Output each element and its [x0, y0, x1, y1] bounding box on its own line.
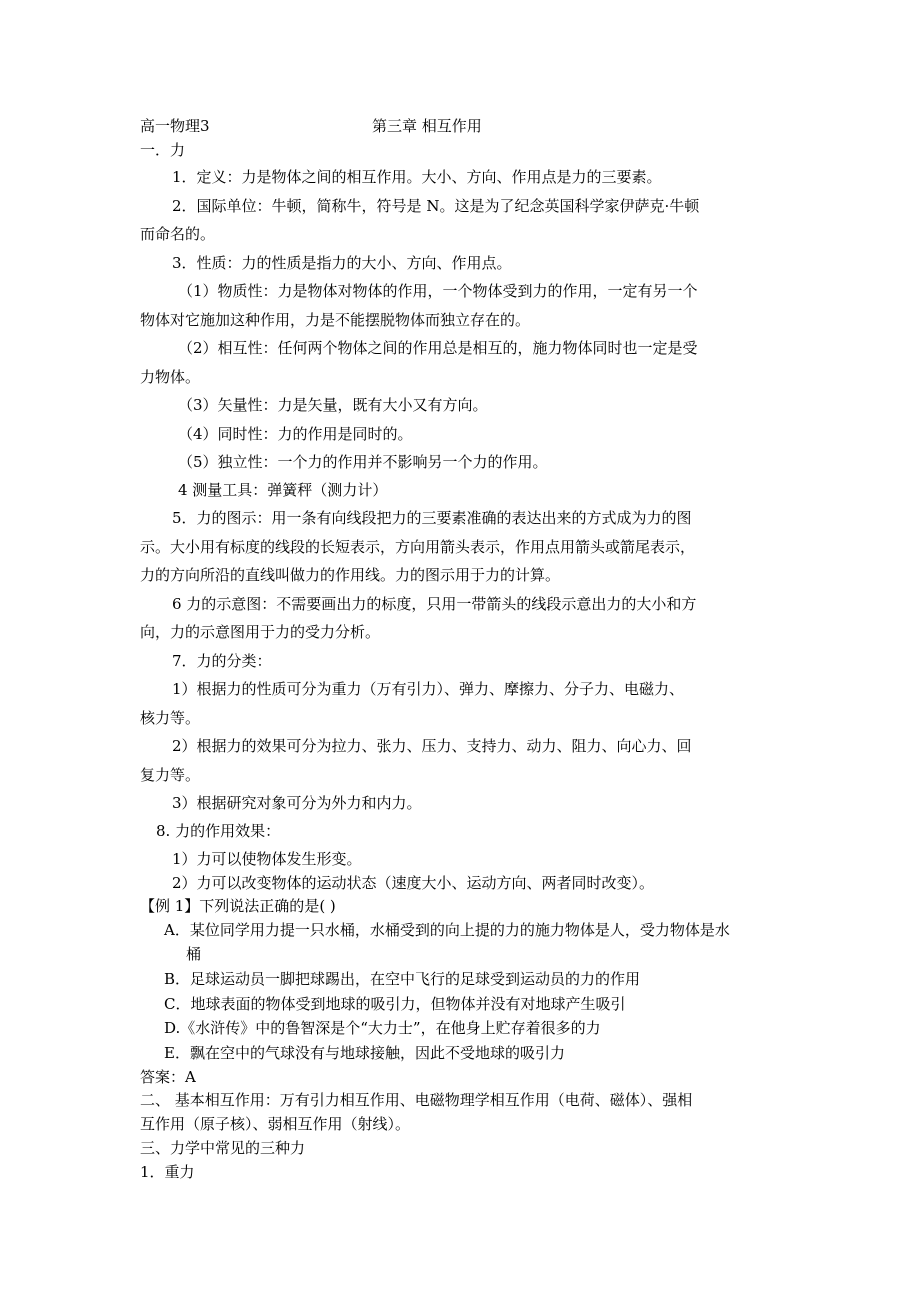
- paragraph-line: 8. 力的作用效果：: [156, 822, 281, 840]
- section-2-heading: 二、 基本相互作用：万有引力相互作用、电磁物理学相互作用（电荷、磁体）、强相: [140, 1091, 693, 1109]
- paragraph-line: 3）根据研究对象可分为外力和内力。: [172, 794, 422, 812]
- paragraph-line: 示。大小用有标度的线段的长短表示，方向用箭头表示，作用点用箭头或箭尾表示，: [140, 538, 696, 556]
- paragraph-line: 1）根据力的性质可分为重力（万有引力）、弹力、摩擦力、分子力、电磁力、: [172, 680, 685, 698]
- paragraph-line: 1．定义：力是物体之间的相互作用。大小、方向、作用点是力的三要素。: [172, 168, 662, 186]
- paragraph-line: 互作用（原子核）、弱相互作用（射线）。: [140, 1115, 411, 1133]
- example-heading: 【例 1】下列说法正确的是( ): [140, 897, 336, 915]
- paragraph-line: （4）同时性：力的作用是同时的。: [178, 425, 413, 443]
- paragraph-line: 6 力的示意图：不需要画出力的标度，只用一带箭头的线段示意出力的大小和方: [172, 595, 697, 613]
- paragraph-line: 5．力的图示：用一条有向线段把力的三要素准确的表达出来的方式成为力的图: [172, 509, 692, 527]
- header-right: 第三章 相互作用: [372, 117, 482, 135]
- answer: 答案：A: [140, 1068, 196, 1086]
- option-d: D.《水浒传》中的鲁智深是个“大力士”，在他身上贮存着很多的力: [164, 1019, 601, 1037]
- header-left: 高一物理3: [140, 117, 210, 135]
- paragraph-line: 7．力的分类：: [172, 652, 272, 670]
- option-c: C．地球表面的物体受到地球的吸引力，但物体并没有对地球产生吸引: [164, 995, 626, 1013]
- section-1-heading: 一．力: [140, 141, 186, 159]
- subsection-heading: 1．重力: [140, 1163, 195, 1181]
- option-e: E．飘在空中的气球没有与地球接触，因此不受地球的吸引力: [164, 1044, 565, 1062]
- paragraph-line: 力的方向所沿的直线叫做力的作用线。力的图示用于力的计算。: [140, 566, 561, 584]
- paragraph-line: 力物体。: [140, 368, 201, 386]
- paragraph-line: 2．国际单位：牛顿，简称牛，符号是 N。这是为了纪念英国科学家伊萨克·牛顿: [172, 197, 700, 215]
- paragraph-line: 核力等。: [140, 709, 201, 727]
- paragraph-line: 物体对它施加这种作用，力是不能摆脱物体而独立存在的。: [140, 311, 531, 329]
- paragraph-line: 向，力的示意图用于力的受力分析。: [140, 623, 381, 641]
- option-a: A．某位同学用力提一只水桶，水桶受到的向上提的力的施力物体是人，受力物体是水: [164, 921, 730, 939]
- option-b: B．足球运动员一脚把球踢出，在空中飞行的足球受到运动员的力的作用: [164, 970, 641, 988]
- paragraph-line: 2）力可以改变物体的运动状态（速度大小、运动方向、两者同时改变）。: [172, 874, 655, 892]
- paragraph-line: （3）矢量性：力是矢量，既有大小又有方向。: [178, 396, 488, 414]
- paragraph-line: （5）独立性：一个力的作用并不影响另一个力的作用。: [178, 453, 548, 471]
- section-3-heading: 三、力学中常见的三种力: [140, 1139, 306, 1157]
- paragraph-line: 2）根据力的效果可分为拉力、张力、压力、支持力、动力、阻力、向心力、回: [172, 737, 692, 755]
- paragraph-line: （2）相互性：任何两个物体之间的作用总是相互的，施力物体同时也一定是受: [178, 339, 698, 357]
- option-a-continued: 桶: [186, 945, 202, 963]
- paragraph-line: 复力等。: [140, 766, 201, 784]
- paragraph-line: 而命名的。: [140, 225, 216, 243]
- paragraph-line: 4 测量工具：弹簧秤（测力计）: [178, 481, 388, 499]
- paragraph-line: 1）力可以使物体发生形变。: [172, 850, 362, 868]
- paragraph-line: （1）物质性：力是物体对物体的作用，一个物体受到力的作用，一定有另一个: [178, 282, 698, 300]
- paragraph-line: 3．性质：力的性质是指力的大小、方向、作用点。: [172, 254, 512, 272]
